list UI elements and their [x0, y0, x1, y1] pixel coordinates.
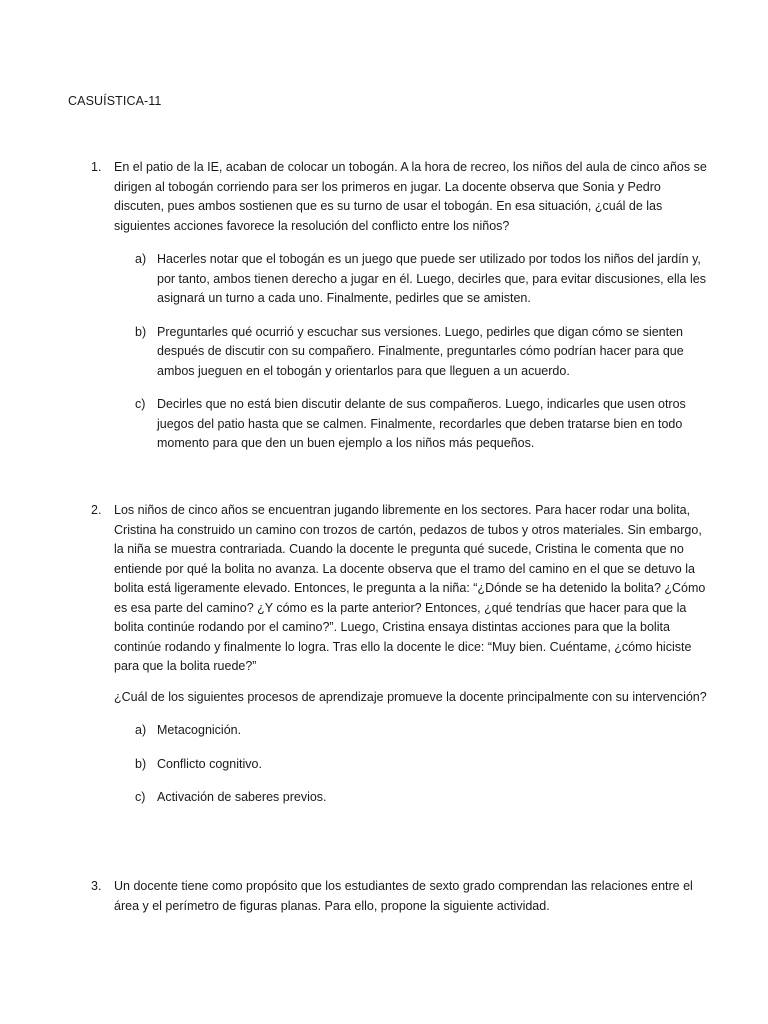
option-b — [114, 323, 711, 382]
question-2 — [91, 501, 711, 808]
option-text: Hacerles notar que el tobogán es un juego que puede ser utilizado por todos los niños del jardín y, por tanto, ambos tienen derecho a jugar en él. Luego, decirles que, para evitar discusiones, ella les asignará un turno a cada uno. Finalmente, pedirles que se amisten. — [157, 252, 706, 305]
option-text: Metacognición. — [157, 723, 242, 737]
question-number: 2. — [91, 503, 102, 517]
question-3 — [91, 877, 711, 916]
option-a — [114, 250, 711, 309]
question-text: Un docente tiene como propósito que los estudiantes de sexto grado comprendan las relaciones entre el área y el perímetro de figuras planas. Para ello, propone la siguiente actividad. — [114, 879, 693, 913]
option-letter: a) — [135, 723, 147, 737]
option-letter: b) — [135, 756, 147, 771]
option-text: Preguntarles qué ocurrió y escuchar sus versiones. Luego, pedirles que digan cómo se sienten después de discutir con su compañero. Finalmente, preguntarles cómo podrían hacer para que ambos jueguen en el tobogán y orientarlos para que lleguen a un acuerdo. — [157, 324, 684, 378]
option-a — [114, 721, 711, 741]
question-text: Los niños de cinco años se encuentran jugando libremente en los sectores. Para hacer rodar una bolita, Cristina ha construido un camino con trozos de cartón, pedazos de tubos y otros materiales. Sin embargo, la niña se muestra contrariada. Cuando la docente le pregunta qué sucede, Cristina le comenta que no entiende por qué la bolita no avanza. La docente observa que el tramo del camino en el que se detuvo la bolita está ligeramente elevado. Entonces, le pregunta a la niña: “¿Dónde se ha detenido la bolita? ¿Cómo es esa parte del camino? ¿Y cómo es la parte anterior? Entonces, ¿qué tendrías que hacer para que la bolita continúe rodando por el camino?”. Luego, Cristina ensaya distintas acciones para que la bolita continúe rodando y finalmente lo logra. Tras ello la docente le dice: “Muy bien. Cuéntame, ¿cómo hiciste para que la bolita ruede?” — [114, 503, 706, 673]
option-letter: a) — [135, 252, 147, 266]
option-text: Conflicto cognitivo. — [157, 756, 262, 771]
question-prompt: ¿Cuál de los siguientes procesos de aprendizaje promueve la docente principalmente con su intervención? — [114, 689, 707, 704]
document-title: CASUÍSTICA-11 — [68, 94, 162, 108]
options-list — [114, 721, 711, 808]
option-c — [114, 788, 711, 808]
options-list — [114, 250, 711, 454]
option-c — [114, 395, 711, 454]
option-letter: c) — [135, 397, 146, 411]
option-text: Activación de saberes previos. — [157, 790, 327, 804]
option-b — [114, 755, 711, 775]
question-number: 3. — [91, 879, 102, 893]
option-letter: c) — [135, 790, 146, 804]
question-number: 1. — [91, 160, 102, 174]
question-1 — [91, 158, 711, 454]
option-letter: b) — [135, 324, 147, 339]
question-text: En el patio de la IE, acaban de colocar un tobogán. A la hora de recreo, los niños del aula de cinco años se dirigen al tobogán corriendo para ser los primeros en jugar. La docente observa que Sonia y Pedro discuten, pues ambos sostienen que es su turno de usar el tobogán. En esa situación, ¿cuál de las siguientes acciones favorece la resolución del conflicto entre los niños? — [114, 160, 707, 233]
option-text: Decirles que no está bien discutir delante de sus compañeros. Luego, indicarles que usen otros juegos del patio hasta que se calmen. Finalmente, recordarles que deben tratarse bien en todo momento para que den un buen ejemplo a los niños más pequeños. — [157, 397, 686, 450]
